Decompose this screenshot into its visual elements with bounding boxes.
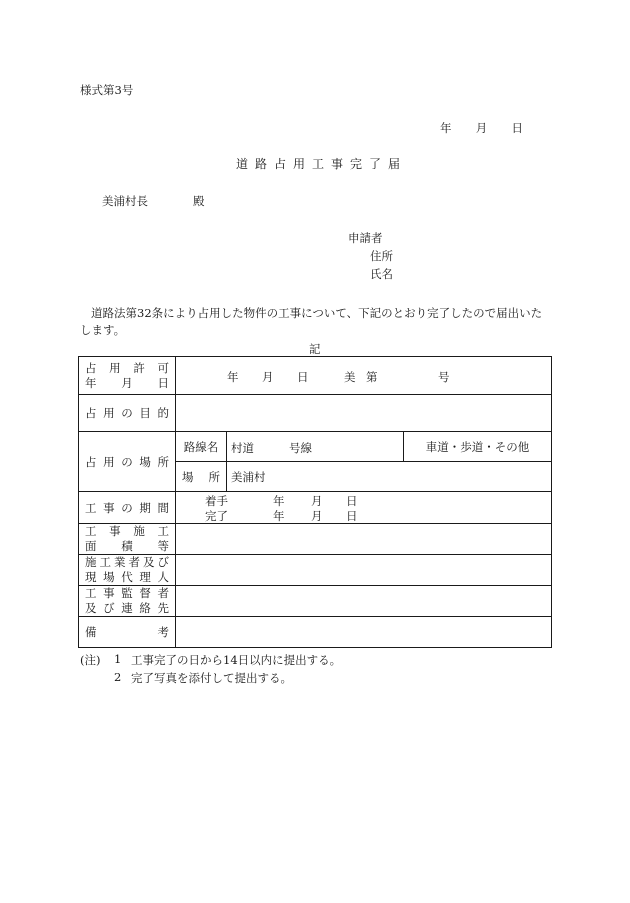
completion-form-table bbox=[78, 356, 552, 648]
location-label-char: 場 bbox=[182, 469, 194, 484]
place-label-char: 所 bbox=[157, 454, 169, 469]
contractor-label bbox=[79, 555, 176, 586]
contractor-label-char: 理 bbox=[139, 570, 151, 584]
contractor-value-cell[interactable] bbox=[176, 555, 552, 586]
purpose-label bbox=[79, 395, 176, 432]
contractor-label-char: 者 bbox=[128, 555, 140, 569]
body-text-line2: します。 bbox=[80, 323, 126, 337]
note-1-number: 1 bbox=[114, 652, 122, 666]
place-label-char: 場 bbox=[139, 454, 151, 469]
remarks-row bbox=[79, 617, 552, 648]
permit-row bbox=[79, 357, 552, 395]
end-day: 日 bbox=[346, 509, 358, 523]
month-label: 月 bbox=[475, 121, 488, 135]
start-day: 日 bbox=[346, 494, 358, 508]
form-number: 様式第3号 bbox=[80, 83, 134, 97]
route-village: 村道 bbox=[231, 441, 254, 455]
area-label-char: 面 bbox=[85, 539, 97, 553]
date-line bbox=[440, 120, 523, 136]
note-2-number: 2 bbox=[114, 670, 122, 684]
supervisor-label-char: 監 bbox=[121, 586, 133, 600]
permit-label-char: 用 bbox=[109, 360, 121, 375]
purpose-label-char: 目 bbox=[139, 406, 151, 420]
area-label bbox=[79, 524, 176, 555]
period-row bbox=[79, 492, 552, 524]
remarks-label-char: 備 bbox=[85, 625, 97, 639]
supervisor-label-char: び bbox=[103, 601, 115, 615]
area-label-char: 施 bbox=[133, 524, 145, 538]
permit-mi: 美 bbox=[344, 370, 356, 384]
applicant-name-label: 氏名 bbox=[370, 267, 393, 281]
period-label-char: 事 bbox=[103, 500, 115, 515]
contractor-label-char: 施 bbox=[85, 555, 97, 569]
location-value-cell[interactable]: 美浦村 bbox=[227, 462, 552, 492]
route-value-cell[interactable] bbox=[227, 432, 404, 462]
permit-month: 月 bbox=[262, 370, 274, 384]
period-label bbox=[79, 492, 176, 524]
purpose-label-char: 用 bbox=[103, 406, 115, 420]
ki-heading: 記 bbox=[309, 342, 321, 356]
year-label: 年 bbox=[440, 121, 452, 135]
place-row-route bbox=[79, 432, 552, 462]
permit-day: 日 bbox=[297, 370, 309, 384]
permit-label-char: 年 bbox=[85, 375, 97, 390]
permit-value-cell[interactable] bbox=[176, 357, 552, 395]
area-label-char: 事 bbox=[109, 524, 121, 538]
note-2-text: 完了写真を添付して提出する。 bbox=[131, 671, 292, 685]
permit-year: 年 bbox=[227, 370, 239, 384]
period-label-char: 期 bbox=[139, 500, 151, 515]
supervisor-label-char: 者 bbox=[157, 586, 169, 600]
contractor-label-char: 代 bbox=[121, 570, 133, 584]
location-label-char: 所 bbox=[208, 469, 220, 484]
contractor-label-char: 人 bbox=[157, 570, 169, 584]
place-label bbox=[79, 432, 176, 492]
notes-prefix: (注) bbox=[80, 653, 101, 667]
period-label-char: 工 bbox=[85, 500, 97, 515]
area-value-cell[interactable] bbox=[176, 524, 552, 555]
period-label-char: の bbox=[121, 500, 133, 515]
area-row bbox=[79, 524, 552, 555]
start-month: 月 bbox=[311, 494, 323, 508]
purpose-value-cell[interactable] bbox=[176, 395, 552, 432]
purpose-row bbox=[79, 395, 552, 432]
contractor-label-char: 現 bbox=[85, 570, 97, 584]
addressee-honorific: 殿 bbox=[193, 194, 205, 208]
area-label-char: 工 bbox=[157, 524, 169, 538]
route-number: 号線 bbox=[289, 441, 312, 455]
place-label-char: 用 bbox=[103, 454, 115, 469]
note-1-text: 工事完了の日から14日以内に提出する。 bbox=[131, 653, 342, 667]
remarks-label-char: 考 bbox=[157, 625, 169, 639]
permit-label-char: 日 bbox=[157, 375, 169, 390]
applicant-label: 申請者 bbox=[348, 231, 383, 245]
location-label bbox=[176, 462, 227, 492]
supervisor-row bbox=[79, 586, 552, 617]
permit-label bbox=[79, 357, 176, 395]
supervisor-label-char: 事 bbox=[103, 586, 115, 600]
permit-go: 号 bbox=[438, 370, 450, 384]
place-label-char: の bbox=[121, 454, 133, 469]
contractor-row bbox=[79, 555, 552, 586]
contractor-label-char: 業 bbox=[114, 555, 126, 569]
contractor-label-char: 及 bbox=[143, 555, 155, 569]
supervisor-label-char: 連 bbox=[121, 601, 133, 615]
permit-label-char: 月 bbox=[121, 375, 133, 390]
contractor-label-char: 工 bbox=[99, 555, 111, 569]
area-label-char: 等 bbox=[157, 539, 169, 553]
supervisor-label-char: 及 bbox=[85, 601, 97, 615]
route-label: 路線名 bbox=[176, 432, 227, 462]
end-month: 月 bbox=[311, 509, 323, 523]
area-label-char: 工 bbox=[85, 524, 97, 538]
supervisor-label-char: 絡 bbox=[139, 601, 151, 615]
day-label: 日 bbox=[511, 121, 523, 135]
end-year: 年 bbox=[273, 509, 285, 523]
supervisor-label-char: 督 bbox=[139, 586, 151, 600]
applicant-address-label: 住所 bbox=[370, 249, 393, 263]
area-label-char: 積 bbox=[121, 539, 133, 553]
contractor-label-char: 場 bbox=[103, 570, 115, 584]
permit-label-char: 許 bbox=[133, 360, 145, 375]
start-year: 年 bbox=[273, 494, 285, 508]
start-label: 着手 bbox=[205, 494, 228, 508]
supervisor-value-cell[interactable] bbox=[176, 586, 552, 617]
road-type-cell[interactable]: 車道・歩道・その他 bbox=[404, 432, 552, 462]
period-value-cell[interactable] bbox=[176, 492, 552, 524]
remarks-label bbox=[79, 617, 176, 648]
place-label-char: 占 bbox=[85, 454, 97, 469]
contractor-label-char: び bbox=[157, 555, 169, 569]
body-text-line1: 道路法第32条により占用した物件の工事について、下記のとおり完了したので届出いた bbox=[91, 306, 543, 320]
supervisor-label bbox=[79, 586, 176, 617]
document-title: 道路占用工事完了届 bbox=[236, 157, 408, 171]
purpose-label-char: の bbox=[121, 406, 133, 420]
supervisor-label-char: 先 bbox=[157, 601, 169, 615]
period-label-char: 間 bbox=[157, 500, 169, 515]
purpose-label-char: 的 bbox=[157, 406, 169, 420]
end-label: 完了 bbox=[205, 509, 228, 523]
permit-dai: 第 bbox=[366, 370, 378, 384]
purpose-label-char: 占 bbox=[85, 406, 97, 420]
remarks-value-cell[interactable] bbox=[176, 617, 552, 648]
supervisor-label-char: 工 bbox=[85, 586, 97, 600]
permit-label-char: 可 bbox=[157, 360, 169, 375]
permit-label-char: 占 bbox=[85, 360, 97, 375]
addressee-name: 美浦村長 bbox=[102, 194, 148, 208]
